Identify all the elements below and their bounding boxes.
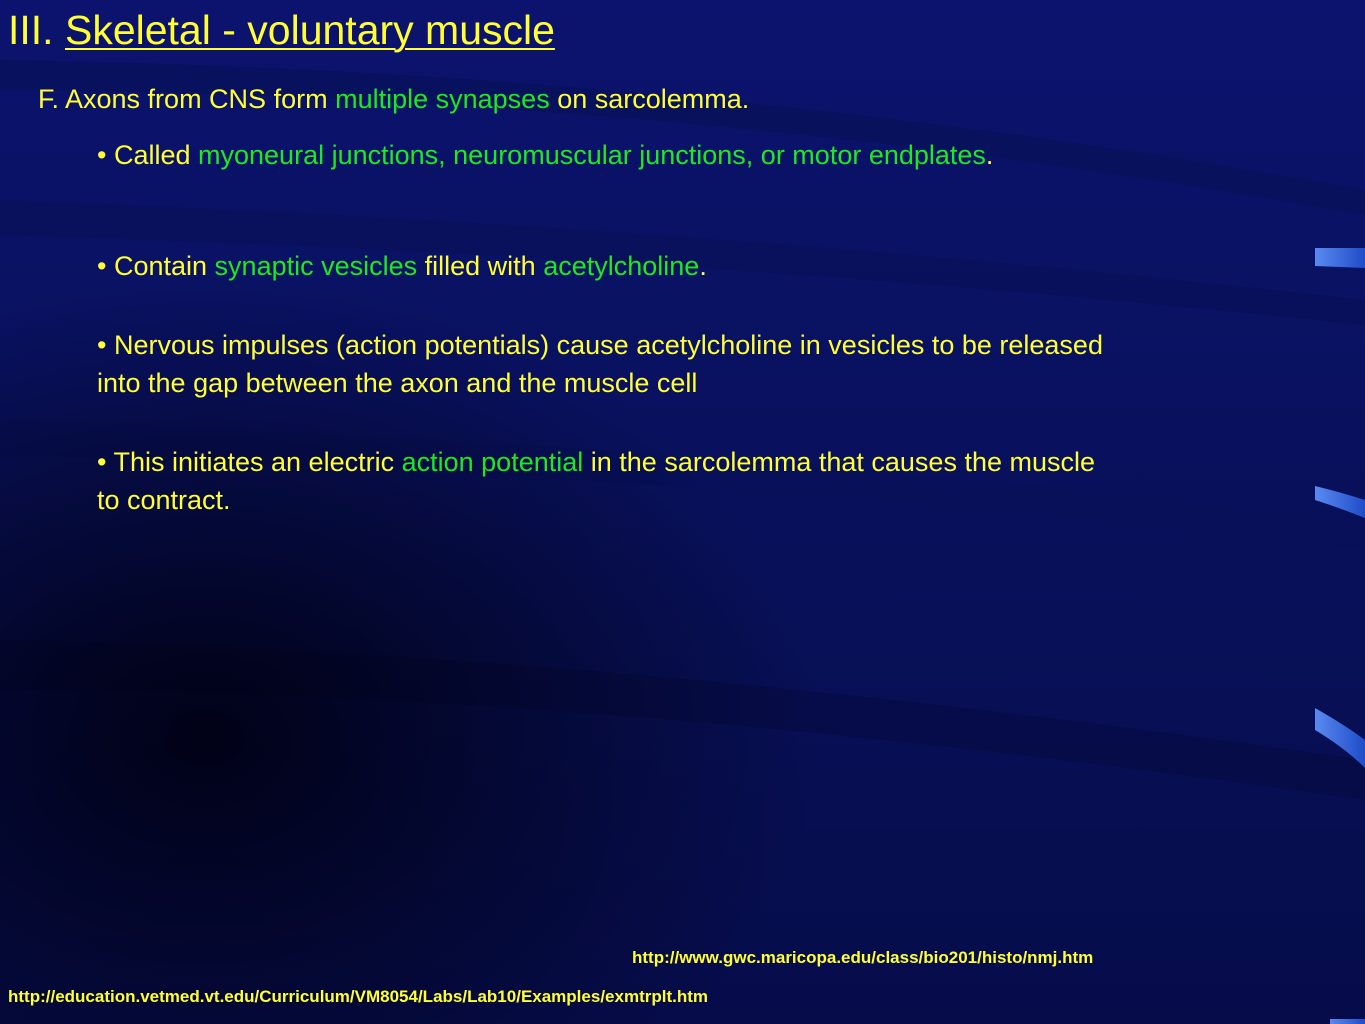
- subheading-highlight: multiple synapses: [335, 84, 550, 114]
- title-main: Skeletal - voluntary muscle: [64, 7, 555, 53]
- bullet-initiates: [97, 443, 1095, 519]
- title-prefix: III.: [8, 7, 54, 53]
- bullet-contain-mid: filled with: [424, 251, 536, 281]
- subheading-part2: on sarcolemma.: [557, 84, 750, 114]
- bullet-initiates-tail: in the sarcolemma that causes the muscle: [590, 447, 1095, 477]
- bullet-nervous: [97, 326, 1103, 402]
- bullet-nervous-line1: • Nervous impulses (action potentials) cause acetylcholine in vesicles to be released: [97, 330, 1103, 360]
- bullet-nervous-line2: into the gap between the axon and the muscle cell: [97, 368, 698, 398]
- bullet-initiates-highlight: action potential: [401, 447, 584, 477]
- source-url-left[interactable]: http://education.vetmed.vt.edu/Curriculum/VM8054/Labs/Lab10/Examples/exmtrplt.htm: [8, 987, 708, 1006]
- subheading-part1: F. Axons from CNS form: [38, 84, 328, 114]
- bullet-called-tail: .: [985, 140, 994, 170]
- bullet-contain: [97, 247, 707, 285]
- bullet-called-highlight: myoneural junctions, neuromuscular junctions, or motor endplates: [198, 140, 986, 170]
- source-url-right[interactable]: http://www.gwc.maricopa.edu/class/bio201/histo/nmj.htm: [632, 948, 1094, 967]
- bullet-contain-tail: .: [699, 251, 707, 281]
- bullet-called-lead: • Called: [97, 140, 191, 170]
- slide-title: [8, 6, 555, 54]
- bullet-initiates-lead: • This initiates an electric: [97, 447, 395, 477]
- bullet-initiates-line2: to contract.: [97, 485, 231, 515]
- bullet-contain-highlight2: acetylcholine: [543, 251, 700, 281]
- bullet-contain-lead: • Contain: [97, 251, 208, 281]
- subheading: [38, 82, 749, 116]
- bullet-called: [97, 136, 993, 174]
- bullet-contain-highlight1: synaptic vesicles: [214, 251, 418, 281]
